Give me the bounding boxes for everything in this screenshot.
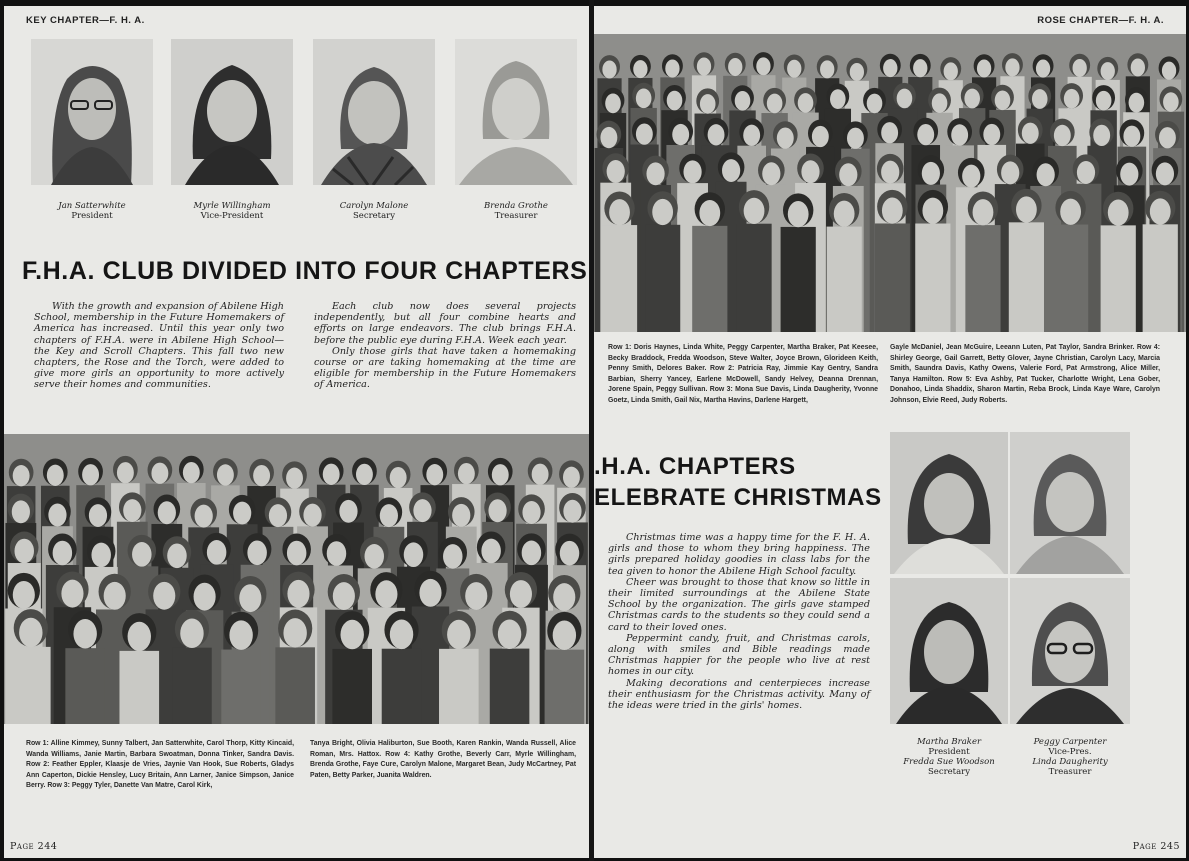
officer-name: Fredda Sue Woodson (903, 757, 995, 767)
article-column-2 (314, 301, 576, 391)
roster-column-1: Row 1: Doris Haynes, Linda White, Peggy Carpenter, Martha Braker, Pat Keesee, Becky Braddock, Fredda Woodson, Steve Walter, Joyce Brown, Glorideen Keith, Penny Smith, Delores Baker. Row 2: Patricia Ray, Jimmie Kay Gentry, Sandra Barbian, Sherry Yancey, Earlene McDowell, Sandy Helvey, Deanna Drennan, Jorene Spain, Peggy Sullivan. Row 3: Mona Sue Davis, Linda Daugherity, Yvonne Goetz, Linda Smith, Gail Nix, Martha Havins, Darlene Hargett, (608, 344, 878, 404)
officer-title: Secretary (352, 211, 396, 221)
officer-title: Vice-Pres. (1048, 747, 1092, 757)
officer-portrait-vice-president (171, 39, 293, 185)
page-number: Page 244 (10, 841, 58, 852)
officer-portrait-bottom-left (890, 578, 1008, 724)
key-chapter-group-photo (4, 434, 589, 724)
officer-portrait-president (31, 39, 153, 185)
officer-title: Treasurer (494, 211, 538, 221)
officer-portrait-top-right (1010, 432, 1130, 574)
officer-name: Martha Braker (916, 737, 982, 747)
officer-name: Carolyn Malone (339, 201, 409, 211)
officer-title: President (928, 747, 970, 757)
officer-title: President (71, 211, 113, 221)
headline: F.H.A. CLUB DIVIDED INTO FOUR CHAPTERS (22, 257, 588, 285)
article-paragraph: With the growth and expansion of Abilene High School, membership in the Future Homemakers of America has increased. Until this year only two chapters of F.H.A. were in Abilene High School—the Key and Scroll Chapters. This fall two new chapters, the Rose and the Torch, were added to give more girls an opportunity to more actively serve their homes and communities. (34, 301, 284, 391)
officer-name: Brenda Grothe (484, 201, 548, 211)
officer-name: Linda Daugherity (1032, 757, 1108, 767)
article-paragraph: Each club now does several projects independently, but all four combine hearts and efforts on large endeavors. The club brings F.H.A. before the public eye during F.H.A. Week each year. (314, 301, 576, 346)
officer-title: Treasurer (1048, 767, 1092, 777)
officer-portrait-secretary (313, 39, 435, 185)
officer-caption-treasurer (455, 201, 577, 221)
page-245 (594, 6, 1186, 858)
rose-chapter-group-photo (594, 34, 1186, 332)
christmas-article (608, 532, 870, 711)
chapter-label: ROSE CHAPTER—F. H. A. (1037, 15, 1164, 26)
officer-title: Vice-President (200, 211, 264, 221)
headline-line-1: .H.A. CHAPTERS (594, 453, 796, 480)
officer-caption-president (31, 201, 153, 221)
headline (594, 451, 882, 513)
article-paragraph: Making decorations and centerpieces increase their enthusiasm for the Christmas activity. Many of the ideas were tried in the girls' homes. (608, 677, 870, 712)
officer-title: Secretary (927, 767, 971, 777)
chapter-label: KEY CHAPTER—F. H. A. (26, 15, 145, 26)
page-number: Page 245 (1132, 841, 1180, 852)
article-paragraph: Christmas time was a happy time for the F. H. A. girls and those to whom they bring happiness. The girls prepared holiday goodies in class labs for the tea given to honor the Abilene High School faculty. (608, 532, 870, 577)
officer-caption-vice-president (171, 201, 293, 221)
article-paragraph: Cheer was brought to those that know so little in their limited surroundings at the Abilene State School by the organization. The girls gave stamped Christmas cards to the students so they could send a card to their loved ones. (608, 576, 870, 633)
officer-portrait-bottom-right (1010, 578, 1130, 724)
officer-name: Peggy Carpenter (1033, 737, 1107, 747)
officer-caption-left (890, 737, 1008, 777)
officer-caption-secretary (313, 201, 435, 221)
officer-portrait-treasurer (455, 39, 577, 185)
page-244 (4, 6, 589, 858)
article-column-1 (34, 301, 284, 391)
headline-line-2: ELEBRATE CHRISTMAS (594, 484, 882, 511)
roster-column-2: Tanya Bright, Olivia Haliburton, Sue Booth, Karen Rankin, Wanda Russell, Alice Roman, Mrs. Hattox. Row 4: Kathy Grothe, Beverly Carr, Myrle Willingham, Brenda Grothe, Faye Cure, Carolyn Malone, Margaret Bean, Judy McCartney, Pat Paten, Betty Parker, Juanita Waldren. (310, 740, 576, 779)
article-paragraph: Only those girls that have taken a homemaking course or are taking homemaking at the time are eligible for membership in the Future Homemakers of America. (314, 345, 576, 391)
officer-name: Myrle Willingham (193, 201, 271, 211)
officer-caption-right (1010, 737, 1130, 777)
roster-column-2: Gayle McDaniel, Jean McGuire, Leeann Luten, Pat Taylor, Sandra Brinker. Row 4: Shirley George, Gail Garrett, Betty Glover, Jayne Christian, Carolyn Lacy, Marcia Smith, Saundra Davis, Kathy Owens, Valerie Ford, Pat Armstrong, Alice Miller, Tanya Hamilton. Row 5: Eva Ashby, Pat Tucker, Charlotte Wright, Lena Gober, Donahoo, Linda Shaddix, Sharon Martin, Reba Brock, Linda Kaye Ware, Carolyn Johnson, Elvie Reed, Judy Roberts. (890, 344, 1160, 404)
roster-column-1: Row 1: Alline Kimmey, Sunny Talbert, Jan Satterwhite, Carol Thorp, Kitty Kincaid, Wanda Williams, Janie Martin, Barbara Swoatman, Donna Tinker, Sandra Davis. Row 2: Feather Eppler, Klaasje de Vries, Jaynie Van Hook, Sue Roberts, Gladys Ann Caperton, Dickie Hensley, Lucy Britain, Ann Larner, Janice Simpson, Janice Berry. Row 3: Peggy Tyler, Danette Van Matre, Carol Kirk, (26, 740, 294, 790)
article-paragraph: Peppermint candy, fruit, and Christmas carols, along with smiles and Bible readings made Christmas happier for the people who live at rest homes in our city. (608, 632, 870, 678)
officer-name: Jan Satterwhite (58, 201, 126, 211)
officer-portrait-top-left (890, 432, 1008, 574)
